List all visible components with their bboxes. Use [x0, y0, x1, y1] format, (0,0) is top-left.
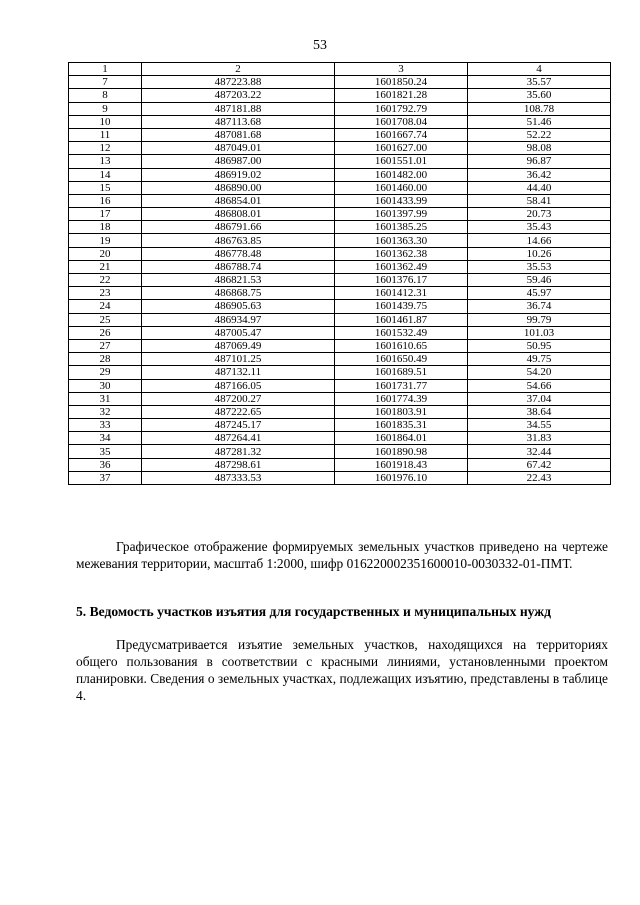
- table-cell: 9: [69, 102, 142, 115]
- table-cell: 486987.00: [142, 155, 335, 168]
- table-cell: 1601610.65: [335, 339, 468, 352]
- table-cell: 1601412.31: [335, 287, 468, 300]
- table-cell: 32.44: [468, 445, 611, 458]
- table-cell: 487049.01: [142, 142, 335, 155]
- table-cell: 98.08: [468, 142, 611, 155]
- table-cell: 1601376.17: [335, 274, 468, 287]
- table-cell: 1601482.00: [335, 168, 468, 181]
- table-cell: 1601864.01: [335, 432, 468, 445]
- table-cell: 12: [69, 142, 142, 155]
- table-cell: 32: [69, 405, 142, 418]
- table-cell: 20.73: [468, 208, 611, 221]
- table-cell: 31: [69, 392, 142, 405]
- table-row: [69, 445, 611, 458]
- paragraph-seizure-info: Предусматривается изъятие земельных участков, находящихся на территориях общего пользования в соответствии с красными линиями, установленными проектом планировки. Сведения о земельных участках, подлежащих изъятию, представлены в таблице 4.: [76, 637, 608, 703]
- table-cell: 15: [69, 181, 142, 194]
- column-header: 2: [142, 63, 335, 76]
- table-cell: 16: [69, 194, 142, 207]
- table-row: [69, 76, 611, 89]
- table-cell: 487132.11: [142, 366, 335, 379]
- table-cell: 1601363.30: [335, 234, 468, 247]
- table-cell: 1601803.91: [335, 405, 468, 418]
- table-cell: 1601439.75: [335, 300, 468, 313]
- table-header-row: [69, 63, 611, 76]
- table-cell: 486821.53: [142, 274, 335, 287]
- table-cell: 10.26: [468, 247, 611, 260]
- table-cell: 1601835.31: [335, 419, 468, 432]
- table-row: [69, 471, 611, 484]
- table-cell: 486788.74: [142, 260, 335, 273]
- table-cell: 54.20: [468, 366, 611, 379]
- table-row: [69, 326, 611, 339]
- table-cell: 101.03: [468, 326, 611, 339]
- table-cell: 487203.22: [142, 89, 335, 102]
- table-cell: 1601821.28: [335, 89, 468, 102]
- table-cell: 1601650.49: [335, 353, 468, 366]
- table-cell: 13: [69, 155, 142, 168]
- table-cell: 34: [69, 432, 142, 445]
- table-cell: 21: [69, 260, 142, 273]
- table-cell: 58.41: [468, 194, 611, 207]
- paragraph-graphic-display: Графическое отображение формируемых земельных участков приведено на чертеже межевания территории, масштаб 1:2000, шифр 016220002351600010-0030332-01-ПМТ.: [76, 539, 608, 571]
- table-cell: 51.46: [468, 115, 611, 128]
- table-cell: 486791.66: [142, 221, 335, 234]
- table-cell: 22.43: [468, 471, 611, 484]
- table-cell: 7: [69, 76, 142, 89]
- table-cell: 487333.53: [142, 471, 335, 484]
- table-cell: 35.53: [468, 260, 611, 273]
- table-cell: 29: [69, 366, 142, 379]
- table-cell: 487200.27: [142, 392, 335, 405]
- table-cell: 30: [69, 379, 142, 392]
- table-cell: 486890.00: [142, 181, 335, 194]
- table-row: [69, 458, 611, 471]
- table-cell: 44.40: [468, 181, 611, 194]
- table-cell: 59.46: [468, 274, 611, 287]
- table-cell: 36.42: [468, 168, 611, 181]
- table-row: [69, 208, 611, 221]
- table-cell: 14: [69, 168, 142, 181]
- table-cell: 1601976.10: [335, 471, 468, 484]
- column-header: 1: [69, 63, 142, 76]
- table-cell: 486854.01: [142, 194, 335, 207]
- table-cell: 50.95: [468, 339, 611, 352]
- table-cell: 487245.17: [142, 419, 335, 432]
- table-cell: 35.57: [468, 76, 611, 89]
- table-cell: 19: [69, 234, 142, 247]
- table-cell: 1601731.77: [335, 379, 468, 392]
- table-cell: 1601385.25: [335, 221, 468, 234]
- table-cell: 108.78: [468, 102, 611, 115]
- table-cell: 38.64: [468, 405, 611, 418]
- table-row: [69, 339, 611, 352]
- table-cell: 26: [69, 326, 142, 339]
- table-cell: 487264.41: [142, 432, 335, 445]
- table-cell: 49.75: [468, 353, 611, 366]
- table-cell: 96.87: [468, 155, 611, 168]
- table-cell: 1601532.49: [335, 326, 468, 339]
- table-cell: 1601362.38: [335, 247, 468, 260]
- table-cell: 1601362.49: [335, 260, 468, 273]
- table-cell: 1601627.00: [335, 142, 468, 155]
- table-cell: 487223.88: [142, 76, 335, 89]
- table-cell: 1601792.79: [335, 102, 468, 115]
- table-cell: 1601850.24: [335, 76, 468, 89]
- table-cell: 487222.65: [142, 405, 335, 418]
- table-cell: 487281.32: [142, 445, 335, 458]
- table-row: [69, 142, 611, 155]
- table-cell: 486763.85: [142, 234, 335, 247]
- table-cell: 487069.49: [142, 339, 335, 352]
- table-cell: 33: [69, 419, 142, 432]
- table-cell: 486868.75: [142, 287, 335, 300]
- table-row: [69, 247, 611, 260]
- table-cell: 10: [69, 115, 142, 128]
- table-cell: 22: [69, 274, 142, 287]
- table-row: [69, 313, 611, 326]
- table-row: [69, 379, 611, 392]
- table-cell: 14.66: [468, 234, 611, 247]
- table-cell: 486905.63: [142, 300, 335, 313]
- table-cell: 18: [69, 221, 142, 234]
- table-row: [69, 221, 611, 234]
- table-cell: 37: [69, 471, 142, 484]
- column-header: 4: [468, 63, 611, 76]
- table-row: [69, 168, 611, 181]
- table-cell: 487005.47: [142, 326, 335, 339]
- table-cell: 34.55: [468, 419, 611, 432]
- table-cell: 1601708.04: [335, 115, 468, 128]
- table-row: [69, 405, 611, 418]
- table-cell: 1601397.99: [335, 208, 468, 221]
- table-cell: 486919.02: [142, 168, 335, 181]
- table-row: [69, 419, 611, 432]
- table-cell: 487298.61: [142, 458, 335, 471]
- table-cell: 67.42: [468, 458, 611, 471]
- table-cell: 52.22: [468, 128, 611, 141]
- table-row: [69, 128, 611, 141]
- table-cell: 487101.25: [142, 353, 335, 366]
- table-cell: 487181.88: [142, 102, 335, 115]
- table-row: [69, 155, 611, 168]
- table-row: [69, 102, 611, 115]
- column-header: 3: [335, 63, 468, 76]
- table-cell: 24: [69, 300, 142, 313]
- table-cell: 35.60: [468, 89, 611, 102]
- table-row: [69, 432, 611, 445]
- table-row: [69, 353, 611, 366]
- table-cell: 20: [69, 247, 142, 260]
- table-body: [69, 76, 611, 485]
- table-cell: 1601461.87: [335, 313, 468, 326]
- table-cell: 487166.05: [142, 379, 335, 392]
- table-cell: 1601774.39: [335, 392, 468, 405]
- table-cell: 54.66: [468, 379, 611, 392]
- table-row: [69, 115, 611, 128]
- table-cell: 11: [69, 128, 142, 141]
- table-cell: 1601918.43: [335, 458, 468, 471]
- table-row: [69, 234, 611, 247]
- table-cell: 27: [69, 339, 142, 352]
- table-cell: 486808.01: [142, 208, 335, 221]
- table-cell: 486934.97: [142, 313, 335, 326]
- table-cell: 25: [69, 313, 142, 326]
- table-cell: 8: [69, 89, 142, 102]
- table-row: [69, 392, 611, 405]
- table-cell: 36: [69, 458, 142, 471]
- section-heading: 5. Ведомость участков изъятия для государственных и муниципальных нужд: [76, 604, 552, 619]
- table-cell: 99.79: [468, 313, 611, 326]
- table-row: [69, 194, 611, 207]
- table-row: [69, 181, 611, 194]
- table-cell: 17: [69, 208, 142, 221]
- table-cell: 35.43: [468, 221, 611, 234]
- table-cell: 487081.68: [142, 128, 335, 141]
- table-cell: 1601460.00: [335, 181, 468, 194]
- table-cell: 23: [69, 287, 142, 300]
- table-cell: 487113.68: [142, 115, 335, 128]
- table-row: [69, 260, 611, 273]
- table-cell: 1601689.51: [335, 366, 468, 379]
- table-cell: 28: [69, 353, 142, 366]
- table-cell: 486778.48: [142, 247, 335, 260]
- table-row: [69, 366, 611, 379]
- table-cell: 1601433.99: [335, 194, 468, 207]
- table-row: [69, 274, 611, 287]
- table-row: [69, 89, 611, 102]
- table-row: [69, 287, 611, 300]
- table-cell: 1601667.74: [335, 128, 468, 141]
- page-number: 53: [313, 38, 327, 53]
- table-cell: 37.04: [468, 392, 611, 405]
- table-cell: 31.83: [468, 432, 611, 445]
- table-cell: 36.74: [468, 300, 611, 313]
- table-cell: 1601551.01: [335, 155, 468, 168]
- table-cell: 35: [69, 445, 142, 458]
- table-cell: 1601890.98: [335, 445, 468, 458]
- coordinates-table: [68, 62, 611, 485]
- table-row: [69, 300, 611, 313]
- table-cell: 45.97: [468, 287, 611, 300]
